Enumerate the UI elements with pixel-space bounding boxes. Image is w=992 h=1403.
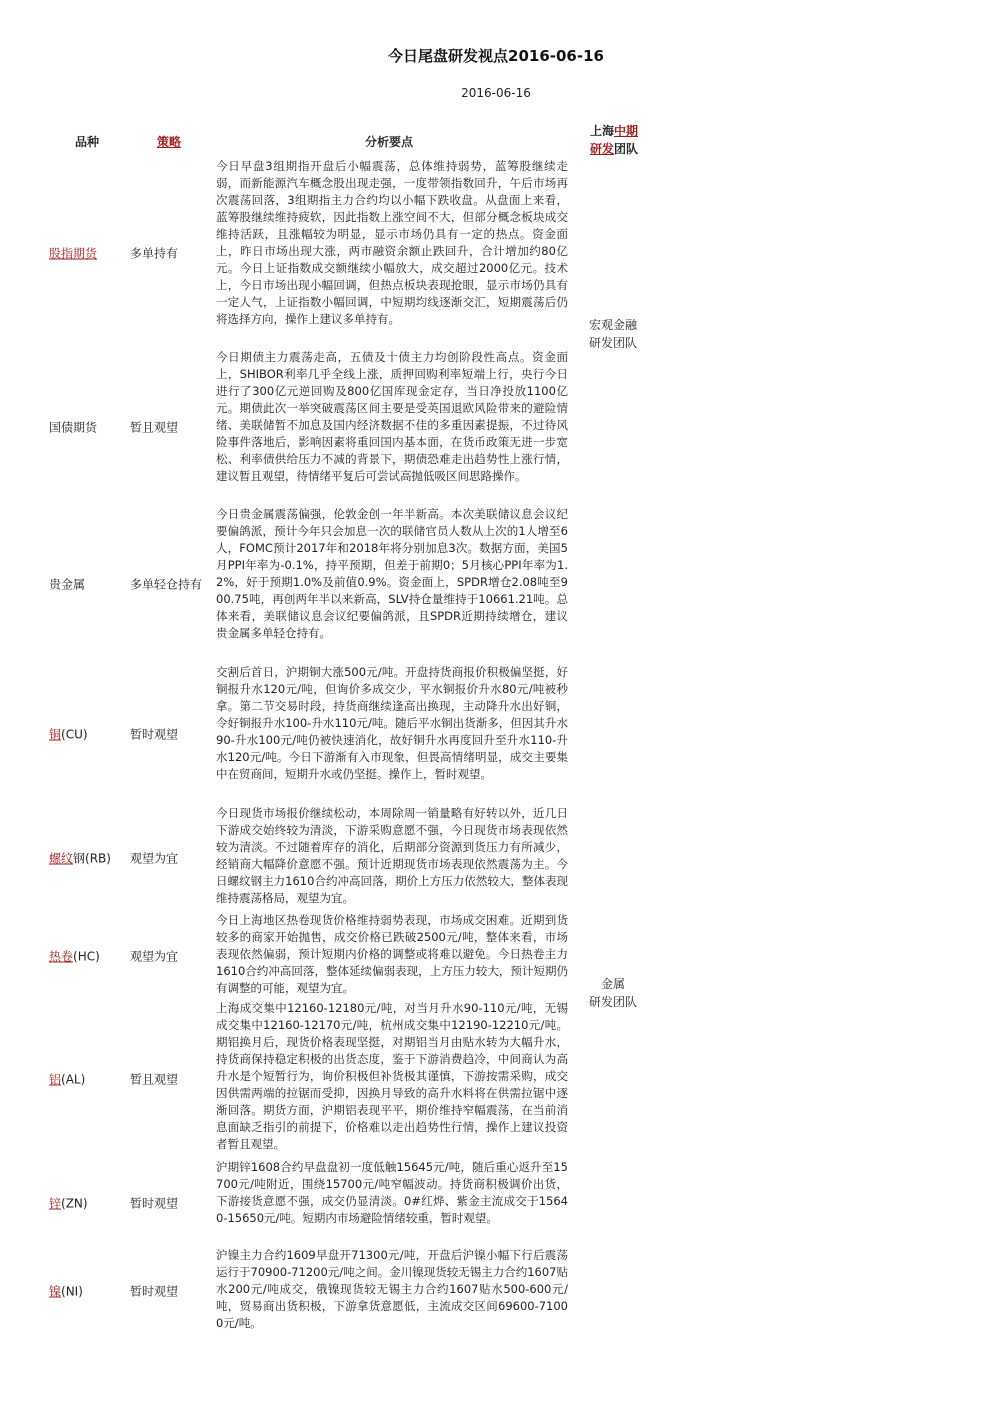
header-team	[586, 122, 642, 158]
strategy-cell: 暂且观望	[130, 420, 179, 435]
analysis-cell: 沪镍主力合约1609早盘开71300元/吨，开盘后沪镍小幅下行后震荡运行于70900-71200元/吨之间。金川镍现货较无锡主力合约1607贴水200元/吨成交，俄镍现货较无锡主力合约1607贴水500-600元/吨，贸易商出货积极，下游拿货意愿低，主流成交区间69600-71000元/吨。	[216, 1248, 568, 1330]
variety-code: (AL)	[61, 1072, 86, 1087]
variety-cell	[49, 1195, 88, 1212]
header-team-yanfa-link[interactable]: 研发	[589, 142, 614, 156]
table-row	[0, 805, 992, 911]
team-metals-line1: 金属	[600, 977, 625, 991]
variety-cell	[49, 1283, 83, 1300]
team-macro-line2: 研发团队	[588, 336, 637, 350]
header-variety: 品种	[75, 135, 100, 149]
variety-link[interactable]: 锌	[49, 1196, 62, 1211]
page-title: 今日尾盘研发视点2016-06-16	[388, 47, 604, 65]
variety-cell	[49, 576, 85, 593]
variety-code: 贵金属	[49, 577, 86, 592]
variety-code: 钢(RB)	[73, 851, 111, 866]
strategy-cell: 多单轻仓持有	[130, 577, 203, 592]
analysis-cell: 交割后首日，沪期铜大涨500元/吨。开盘持货商报价积极偏坚挺，好铜报升水120元/吨，但询价多成交少，平水铜报价升水80元/吨被秒拿。第二节交易时段，持货商继续逢高出换现，主动降升水出好铜，令好铜报升水100-升水110元/吨。随后平水铜出货渐多，但因其升水90-升水100元/吨仍被快速消化，故好铜升水再度回升至升水110-升水120元/吨。今日下游渐有入市现象，但畏高情绪明显，成交主要集中在贸商间，短期升水或仍坚挺。操作上，暂时观望。	[216, 665, 568, 781]
strategy-cell: 观望为宜	[130, 851, 179, 866]
variety-code: (CU)	[61, 727, 88, 742]
variety-cell	[49, 1071, 85, 1088]
header-team-zhongqi-link[interactable]: 中期	[614, 124, 639, 138]
team-metals	[583, 975, 643, 1011]
variety-code: 国债期货	[49, 420, 98, 435]
analysis-cell: 上海成交集中12160-12180元/吨，对当月升水90-110元/吨，无锡成交集中12160-12170元/吨，杭州成交集中12190-12210元/吨。期铝换月后，现货价格表现坚挺，对期铝当月由贴水转为大幅升水，持货商保持稳定积极的出货态度，鉴于下游消费趋冷，中间商认为高升水是个短暂行为，询价积极但补货极其谨慎，下游按需采购，成交因供需两端的拉锯而受抑，因换月导致的高升水料将在供需拉锯中逐渐回落。期货方面，沪期铝表现平平，期价维持窄幅震荡，在当前消息面缺乏指引的前提下，价格难以走出趋势性行情，操作上建议投资者暂且观望。	[216, 1001, 568, 1151]
strategy-cell: 暂时观望	[130, 1196, 179, 1211]
strategy-cell: 暂时观望	[130, 727, 179, 742]
table-row	[0, 506, 992, 662]
variety-link[interactable]: 铜	[49, 727, 62, 742]
header-analysis: 分析要点	[365, 135, 414, 149]
header-team-shanghai: 上海	[589, 124, 614, 138]
table-row	[0, 912, 992, 1000]
variety-code: (HC)	[73, 949, 100, 964]
variety-link[interactable]: 热卷	[49, 949, 74, 964]
variety-cell	[49, 419, 97, 436]
variety-link[interactable]: 铝	[49, 1072, 62, 1087]
strategy-cell: 暂时观望	[130, 1284, 179, 1299]
header-team-tuandui: 团队	[614, 142, 639, 156]
analysis-cell: 今日贵金属震荡偏强，伦敦金创一年半新高。本次美联储议息会议纪要偏鸽派，预计今年只会加息一次的联储官员人数从上次的1人增至6人，FOMC预计2017年和2018年将分别加息3次。数据方面，美国5月PPI年率为-0.1%，持平预期，但差于前期0；5月核心PPI年率为1.2%，好于预期1.0%及前值0.9%。资金面上，SPDR增仓2.08吨至900.75吨，再创两年半以来新高，SLV持仓量维持于10661.21吨。总体来看，美联储议息会议纪要偏鸽派，且SPDR近期持续增仓，建议贵金属多单轻仓持有。	[216, 507, 568, 640]
team-macro-line1: 宏观金融	[588, 318, 637, 332]
strategy-cell: 暂且观望	[130, 1072, 179, 1087]
variety-cell	[49, 726, 88, 743]
strategy-cell: 多单持有	[130, 246, 179, 261]
table-row	[0, 1000, 992, 1158]
table-row	[0, 158, 992, 348]
table-row	[0, 349, 992, 505]
analysis-cell: 今日上海地区热卷现货价格维持弱势表现，市场成交困难。近期到货较多的商家开始抛售，成交价格已跌破2500元/吨，整体来看，市场表现依然偏弱，预计短期内价格的调整或将难以避免。今日热卷主力1610合约冲高回落，整体延续偏弱表现，上方压力较大，预计短期仍有调整的可能，观望为宜。	[216, 913, 568, 995]
variety-link[interactable]: 螺纹	[49, 851, 74, 866]
report-date: 2016-06-16	[461, 86, 531, 100]
team-macro-finance	[583, 316, 643, 352]
header-strategy-link[interactable]: 策略	[157, 135, 182, 149]
table-row	[0, 1159, 992, 1247]
variety-link[interactable]: 镍	[49, 1284, 62, 1299]
table-row	[0, 1247, 992, 1335]
team-metals-line2: 研发团队	[588, 995, 637, 1009]
variety-cell	[49, 948, 100, 965]
analysis-cell: 沪期锌1608合约早盘盘初一度低触15645元/吨，随后重心返升至15700元/吨附近，围绕15700元/吨窄幅波动。持货商积极调价出货，下游接货意愿不强，成交仍显清淡。0#红烨、紫金主流成交于15640-15650元/吨。短期内市场避险情绪较重，暂时观望。	[216, 1160, 568, 1225]
table-row	[0, 664, 992, 804]
variety-link[interactable]: 股指期货	[49, 246, 98, 261]
analysis-cell: 今日现货市场报价继续松动，本周除周一销量略有好转以外，近几日下游成交始终较为清淡，下游采购意愿不强，今日现货市场表现依然较为清淡。不过随着库存的消化，后期部分资源到货压力有所减少，经销商大幅降价意愿不强。预计近期现货市场表现依然震荡为主。今日螺纹钢主力1610合约冲高回落，期价上方压力依然较大，整体表现维持震荡格局，观望为宜。	[216, 806, 568, 905]
variety-cell	[49, 245, 97, 262]
analysis-cell: 今日早盘3组期指开盘后小幅震荡，总体维持弱势，蓝筹股继续走弱，而新能源汽车概念股出现走强，一度带领指数回升，午后市场再次震荡回落，3组期指主力合约均以小幅下跌收盘。从盘面上来看，蓝筹股继续维持疲软，因此指数上涨空间不大，但部分概念板块成交维持活跃，且涨幅较为明显，显示市场仍具有一定的热点。资金面上，昨日市场出现大涨，两市融资余额止跌回升，合计增加约80亿元。今日上证指数成交额继续小幅放大，成交超过2000亿元。技术上，今日市场出现小幅回调，但热点板块表现抢眼，显示市场仍具有一定人气，上证指数小幅回调，中短期均线逐渐交汇，短期震荡后仍将选择方向，操作上建议多单持有。	[216, 159, 568, 326]
variety-code: (ZN)	[61, 1196, 88, 1211]
analysis-cell: 今日期债主力震荡走高，五债及十债主力均创阶段性高点。资金面上，SHIBOR利率几乎全线上涨，质押回购利率短端上行，央行今日进行了300亿元逆回购及800亿国库现金定存，当日净投放1100亿元。期债此次一举突破震荡区间主要是受英国退欧风险带来的避险情绪、美联储暂不加息及国内经济数据不佳的多重因素提振，不过待风险事件落地后，影响因素将重回国内基本面，在货币政策无进一步宽松、利率债供给压力不减的背景下，期债恐难走出趋势性上涨行情，建议暂且观望，待情绪平复后可尝试高抛低吸区间思路操作。	[216, 350, 568, 483]
strategy-cell: 观望为宜	[130, 949, 179, 964]
variety-code: (NI)	[61, 1284, 83, 1299]
variety-cell	[49, 850, 111, 867]
